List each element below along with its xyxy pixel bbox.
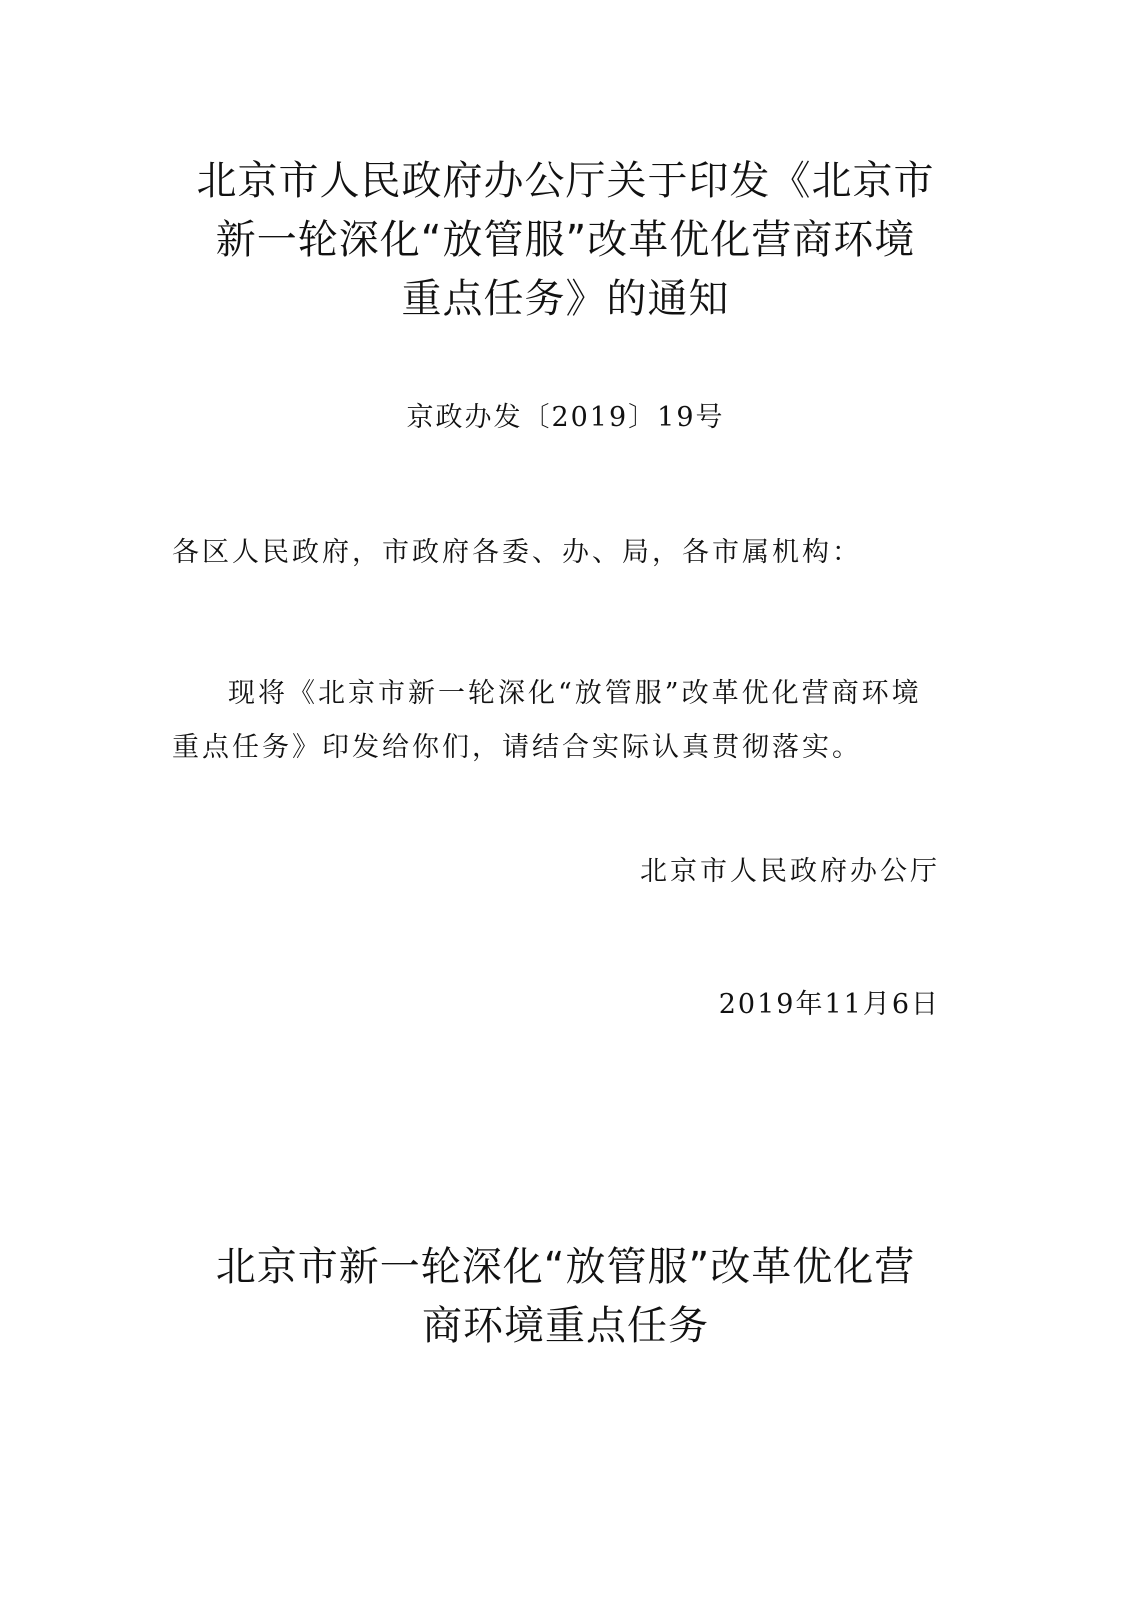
attachment-title bbox=[150, 1238, 981, 1356]
issue-date: 2019年11月6日 bbox=[718, 989, 940, 1020]
notice-title bbox=[150, 152, 981, 329]
document-number: 京政办发〔2019〕19号 bbox=[406, 402, 725, 433]
issuer-signature: 北京市人民政府办公厅 bbox=[640, 856, 940, 887]
attachment-title-line: 商环境重点任务 bbox=[422, 1303, 709, 1349]
notice-title-line: 北京市人民政府办公厅关于印发《北京市 bbox=[196, 158, 935, 204]
recipients-line: 各区人民政府，市政府各委、办、局，各市属机构： bbox=[172, 537, 862, 568]
notice-title-line: 重点任务》的通知 bbox=[401, 276, 730, 322]
notice-body-line: 重点任务》印发给你们，请结合实际认真贯彻落实。 bbox=[172, 732, 862, 763]
notice-title-line: 新一轮深化“放管服”改革优化营商环境 bbox=[215, 217, 916, 263]
attachment-title-line: 北京市新一轮深化“放管服”改革优化营 bbox=[215, 1244, 916, 1290]
notice-body bbox=[172, 667, 972, 775]
notice-body-line: 现将《北京市新一轮深化“放管服”改革优化营商环境 bbox=[228, 678, 922, 709]
